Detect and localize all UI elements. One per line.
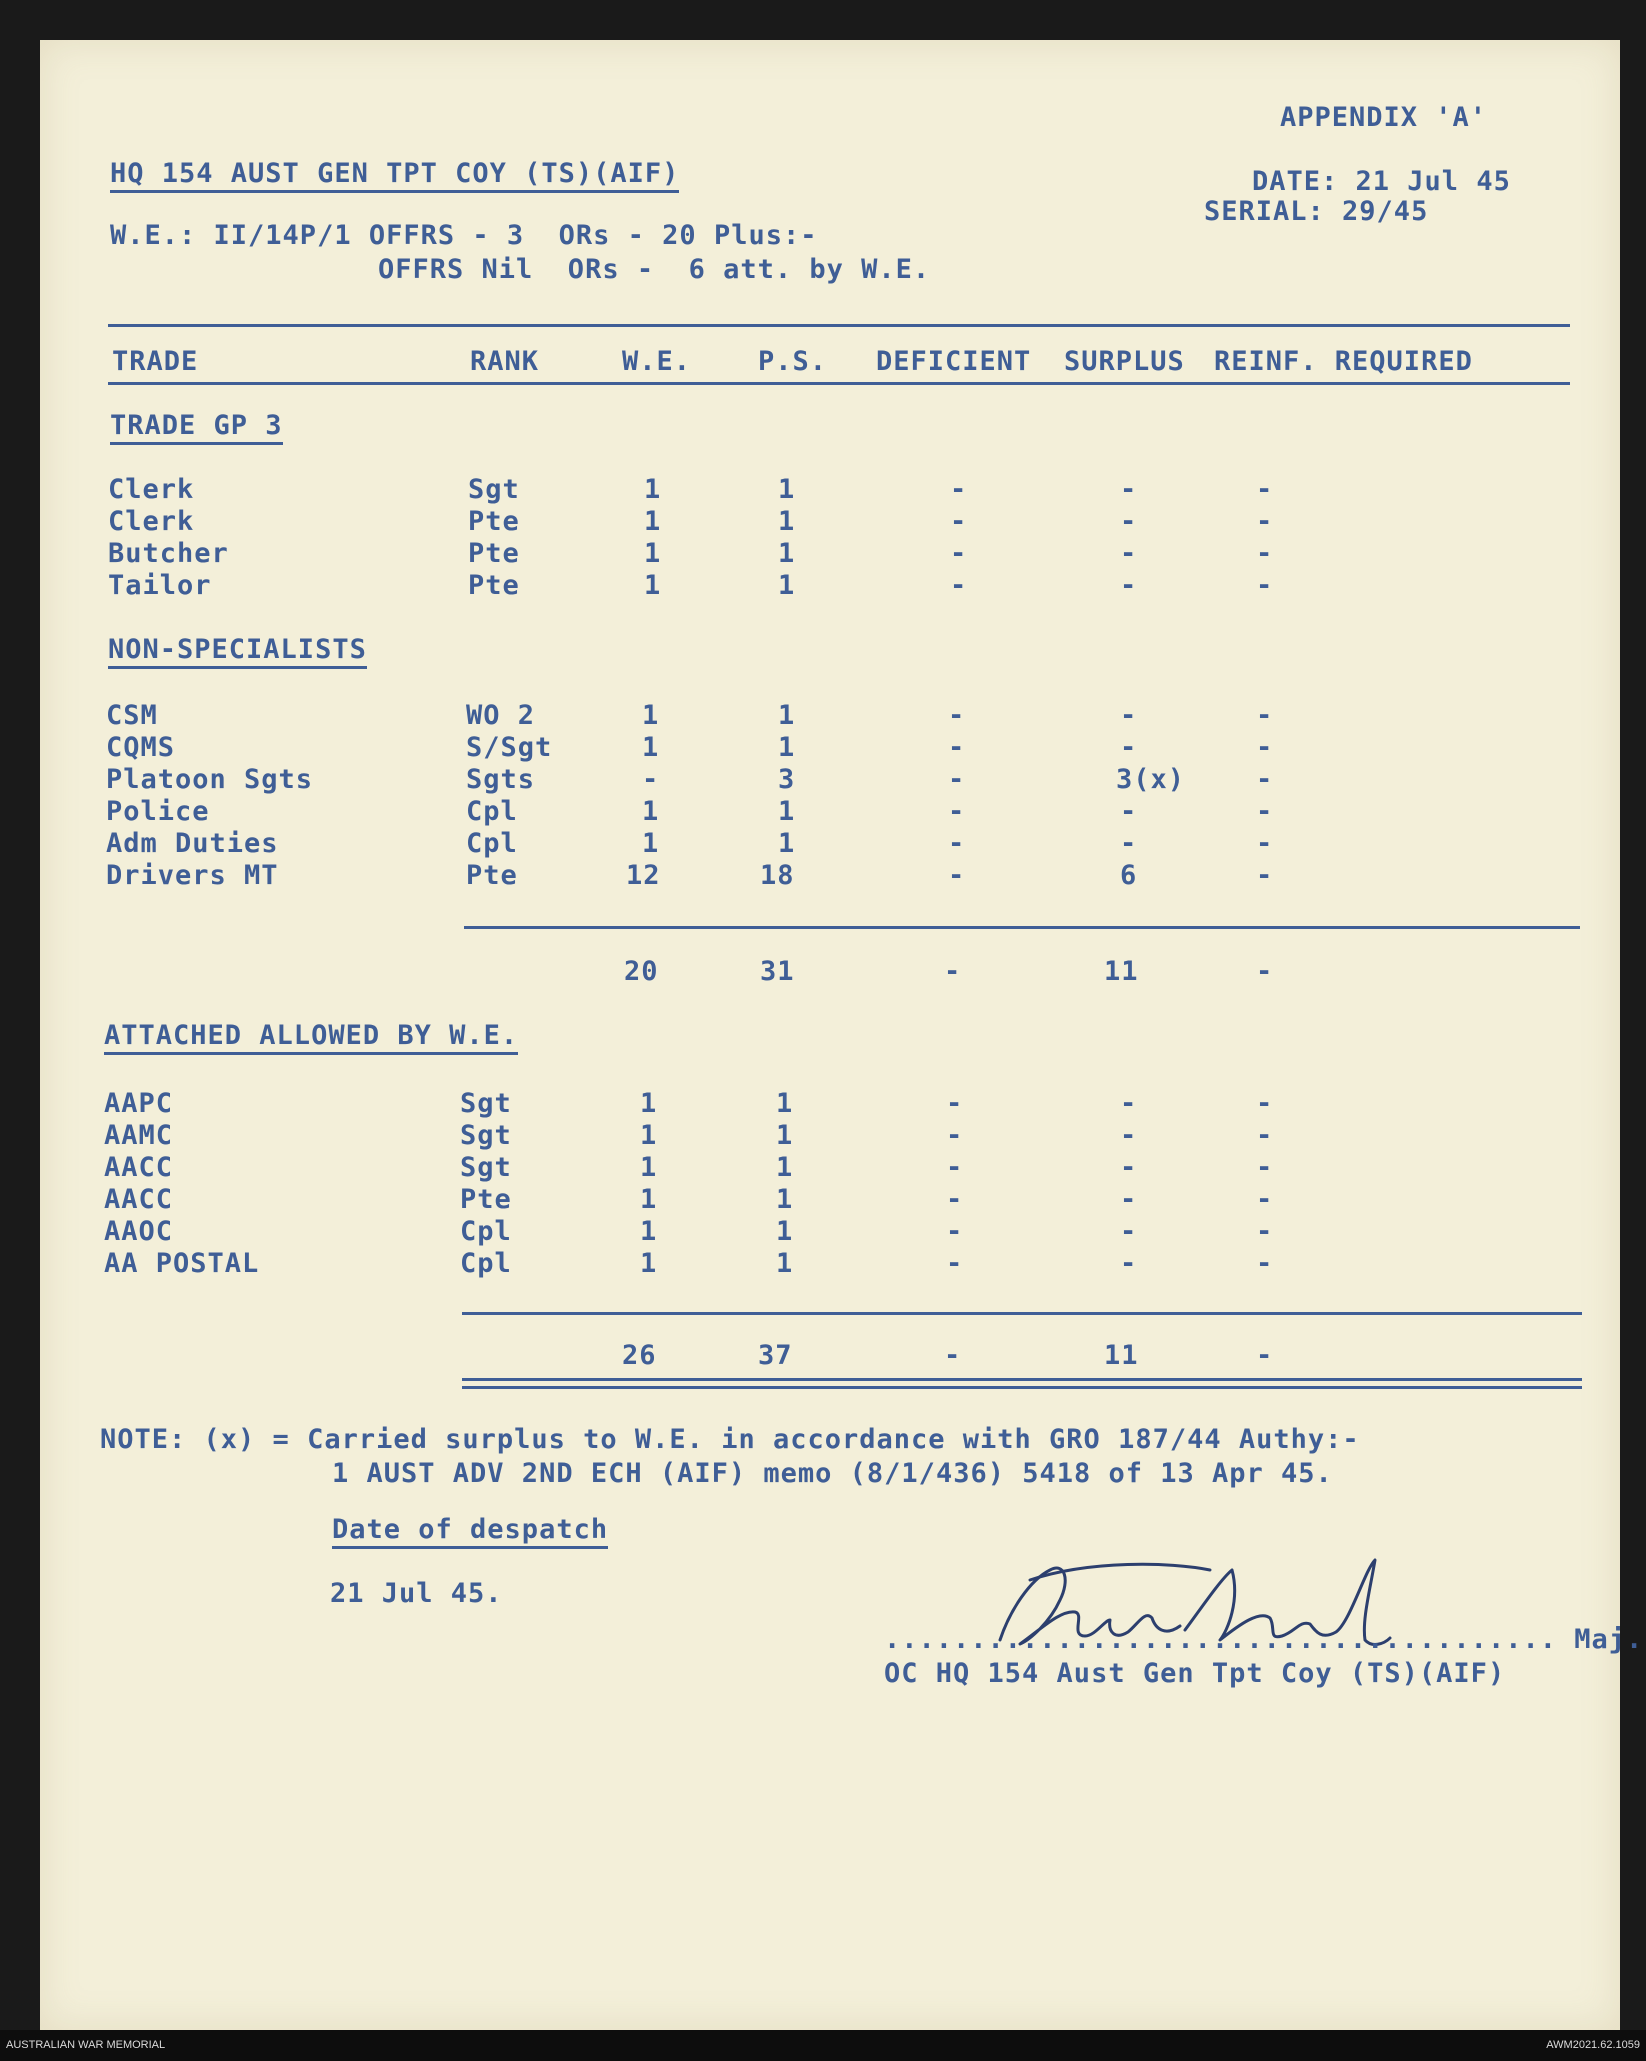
cell-deficient: - [948,700,966,731]
cell-we: 1 [644,570,662,601]
cell-trade: AAMC [104,1120,174,1151]
cell-deficient: - [946,1120,964,1151]
cell-ps: 1 [776,1152,794,1183]
double-rule-top [462,1378,1582,1381]
cell-trade: Drivers MT [106,860,279,891]
table-row [40,860,1620,892]
note-line-1: NOTE: (x) = Carried surplus to W.E. in accordance with GRO 187/44 Authy:- [100,1424,1360,1455]
cell-ps: 1 [776,1216,794,1247]
cell-deficient: - [948,764,966,795]
col-surplus: SURPLUS [1064,346,1185,377]
col-rank: RANK [470,346,540,377]
total-reinf: - [1256,1340,1274,1371]
table-row [40,764,1620,796]
double-rule-bottom [462,1386,1582,1389]
table-row [40,796,1620,828]
cell-trade: CQMS [106,732,176,763]
cell-reinf: - [1256,570,1274,601]
cell-rank: Pte [468,538,520,569]
cell-trade: AACC [104,1152,174,1183]
table-row [40,1216,1620,1248]
despatch-date: 21 Jul 45. [330,1578,503,1609]
cell-deficient: - [946,1248,964,1279]
cell-reinf: - [1256,1184,1274,1215]
cell-rank: Cpl [466,796,518,827]
total-deficient: - [944,1340,962,1371]
archive-footer [0,2030,1646,2061]
cell-trade: AA POSTAL [104,1248,260,1279]
cell-trade: CSM [106,700,158,731]
cell-ps: 1 [778,796,796,827]
cell-reinf: - [1256,474,1274,505]
cell-surplus: - [1120,1152,1138,1183]
cell-reinf: - [1256,796,1274,827]
cell-we: 1 [640,1120,658,1151]
cell-ps: 1 [778,506,796,537]
subtotal-rule [464,926,1580,929]
cell-trade: Butcher [108,538,229,569]
signature-line: ....................................... Maj. [884,1624,1644,1655]
section-title-trade-gp3: TRADE GP 3 [110,410,283,445]
we-line-2: OFFRS Nil ORs - 6 att. by W.E. [378,254,931,285]
cell-deficient: - [948,828,966,859]
table-row [40,1088,1620,1120]
cell-rank: Cpl [460,1216,512,1247]
cell-surplus: - [1120,1088,1138,1119]
table-row [40,1248,1620,1280]
cell-surplus: - [1120,538,1138,569]
cell-ps: 1 [778,474,796,505]
cell-surplus: 3(x) [1116,764,1186,795]
cell-trade: Tailor [108,570,212,601]
cell-trade: Clerk [108,506,195,537]
cell-we: 1 [642,828,660,859]
cell-deficient: - [946,1184,964,1215]
cell-reinf: - [1256,764,1274,795]
cell-deficient: - [948,796,966,827]
cell-ps: 1 [778,538,796,569]
cell-reinf: - [1256,506,1274,537]
cell-trade: AAOC [104,1216,174,1247]
cell-rank: Pte [468,570,520,601]
col-trade: TRADE [112,346,199,377]
cell-trade: AACC [104,1184,174,1215]
cell-trade: Platoon Sgts [106,764,314,795]
cell-deficient: - [950,538,968,569]
document-sheet [40,40,1644,2030]
header-top-rule [108,324,1570,327]
cell-reinf: - [1256,1152,1274,1183]
cell-we: 1 [642,700,660,731]
cell-rank: Pte [468,506,520,537]
total-row [40,1340,1620,1372]
col-reinf: REINF. REQUIRED [1214,346,1473,377]
cell-ps: 1 [778,700,796,731]
cell-rank: Cpl [460,1248,512,1279]
table-row [40,700,1620,732]
cell-we: 1 [640,1088,658,1119]
despatch-label: Date of despatch [332,1514,608,1549]
cell-deficient: - [950,570,968,601]
serial-line: SERIAL: 29/45 [1204,196,1429,227]
appendix-label: APPENDIX 'A' [1280,102,1488,133]
subtotal-reinf: - [1256,956,1274,987]
cell-surplus: - [1120,828,1138,859]
header-bottom-rule [108,382,1570,385]
cell-we: 1 [640,1216,658,1247]
cell-we: 1 [642,796,660,827]
cell-we: 1 [644,538,662,569]
cell-we: 1 [640,1152,658,1183]
cell-ps: 1 [776,1184,794,1215]
footer-institution: AUSTRALIAN WAR MEMORIAL [6,2039,166,2051]
note-line-2: 1 AUST ADV 2ND ECH (AIF) memo (8/1/436) 5418 of 13 Apr 45. [332,1458,1333,1489]
cell-deficient: - [950,474,968,505]
cell-rank: Pte [460,1184,512,1215]
cell-rank: Sgt [468,474,520,505]
total-rule [462,1312,1582,1315]
table-row [40,570,1620,602]
cell-rank: Sgt [460,1152,512,1183]
cell-surplus: - [1120,700,1138,731]
cell-reinf: - [1256,1216,1274,1247]
cell-surplus: - [1120,1184,1138,1215]
cell-reinf: - [1256,1088,1274,1119]
cell-deficient: - [950,506,968,537]
cell-rank: Sgts [466,764,536,795]
unit-title: HQ 154 AUST GEN TPT COY (TS)(AIF) [110,158,679,193]
subtotal-row [40,956,1620,988]
cell-rank: S/Sgt [466,732,553,763]
cell-ps: 1 [778,732,796,763]
cell-ps: 1 [778,570,796,601]
cell-rank: WO 2 [466,700,536,731]
cell-reinf: - [1256,828,1274,859]
cell-ps: 1 [776,1248,794,1279]
subtotal-we: 20 [624,956,659,987]
cell-ps: 1 [776,1120,794,1151]
col-deficient: DEFICIENT [876,346,1032,377]
cell-we: 1 [644,474,662,505]
subtotal-ps: 31 [760,956,795,987]
table-row [40,1120,1620,1152]
cell-reinf: - [1256,732,1274,763]
cell-reinf: - [1256,700,1274,731]
cell-surplus: 6 [1120,860,1138,891]
cell-deficient: - [946,1088,964,1119]
cell-deficient: - [948,732,966,763]
section-title-non-specialists: NON-SPECIALISTS [108,634,367,669]
cell-surplus: - [1120,474,1138,505]
cell-deficient: - [946,1152,964,1183]
cell-surplus: - [1120,732,1138,763]
we-line-1: W.E.: II/14P/1 OFFRS - 3 ORs - 20 Plus:- [110,220,818,251]
cell-ps: 1 [778,828,796,859]
cell-we: 1 [640,1184,658,1215]
table-row [40,506,1620,538]
total-we: 26 [622,1340,657,1371]
cell-rank: Sgt [460,1088,512,1119]
total-surplus: 11 [1104,1340,1139,1371]
cell-trade: Adm Duties [106,828,279,859]
cell-surplus: - [1120,1120,1138,1151]
col-ps: P.S. [758,346,828,377]
cell-we: 12 [626,860,661,891]
table-row [40,538,1620,570]
table-row [40,732,1620,764]
cell-reinf: - [1256,1120,1274,1151]
cell-ps: 18 [760,860,795,891]
cell-deficient: - [946,1216,964,1247]
cell-surplus: - [1120,506,1138,537]
table-row [40,828,1620,860]
cell-reinf: - [1256,538,1274,569]
cell-we: - [642,764,660,795]
table-row [40,474,1620,506]
section-title-attached: ATTACHED ALLOWED BY W.E. [104,1020,518,1055]
total-ps: 37 [758,1340,793,1371]
cell-ps: 3 [778,764,796,795]
cell-rank: Sgt [460,1120,512,1151]
cell-reinf: - [1256,1248,1274,1279]
cell-surplus: - [1120,570,1138,601]
cell-surplus: - [1120,796,1138,827]
cell-trade: Police [106,796,210,827]
footer-accession: AWM2021.62.1059 [1546,2039,1640,2051]
subtotal-deficient: - [944,956,962,987]
cell-trade: Clerk [108,474,195,505]
cell-rank: Pte [466,860,518,891]
subtotal-surplus: 11 [1104,956,1139,987]
cell-surplus: - [1120,1216,1138,1247]
cell-rank: Cpl [466,828,518,859]
cell-surplus: - [1120,1248,1138,1279]
cell-we: 1 [644,506,662,537]
table-row [40,1152,1620,1184]
cell-trade: AAPC [104,1088,174,1119]
date-line: DATE: 21 Jul 45 [1252,166,1511,197]
table-row [40,1184,1620,1216]
cell-ps: 1 [776,1088,794,1119]
cell-deficient: - [948,860,966,891]
cell-we: 1 [642,732,660,763]
cell-we: 1 [640,1248,658,1279]
signatory-title: OC HQ 154 Aust Gen Tpt Coy (TS)(AIF) [884,1658,1506,1689]
cell-reinf: - [1256,860,1274,891]
col-we: W.E. [622,346,692,377]
